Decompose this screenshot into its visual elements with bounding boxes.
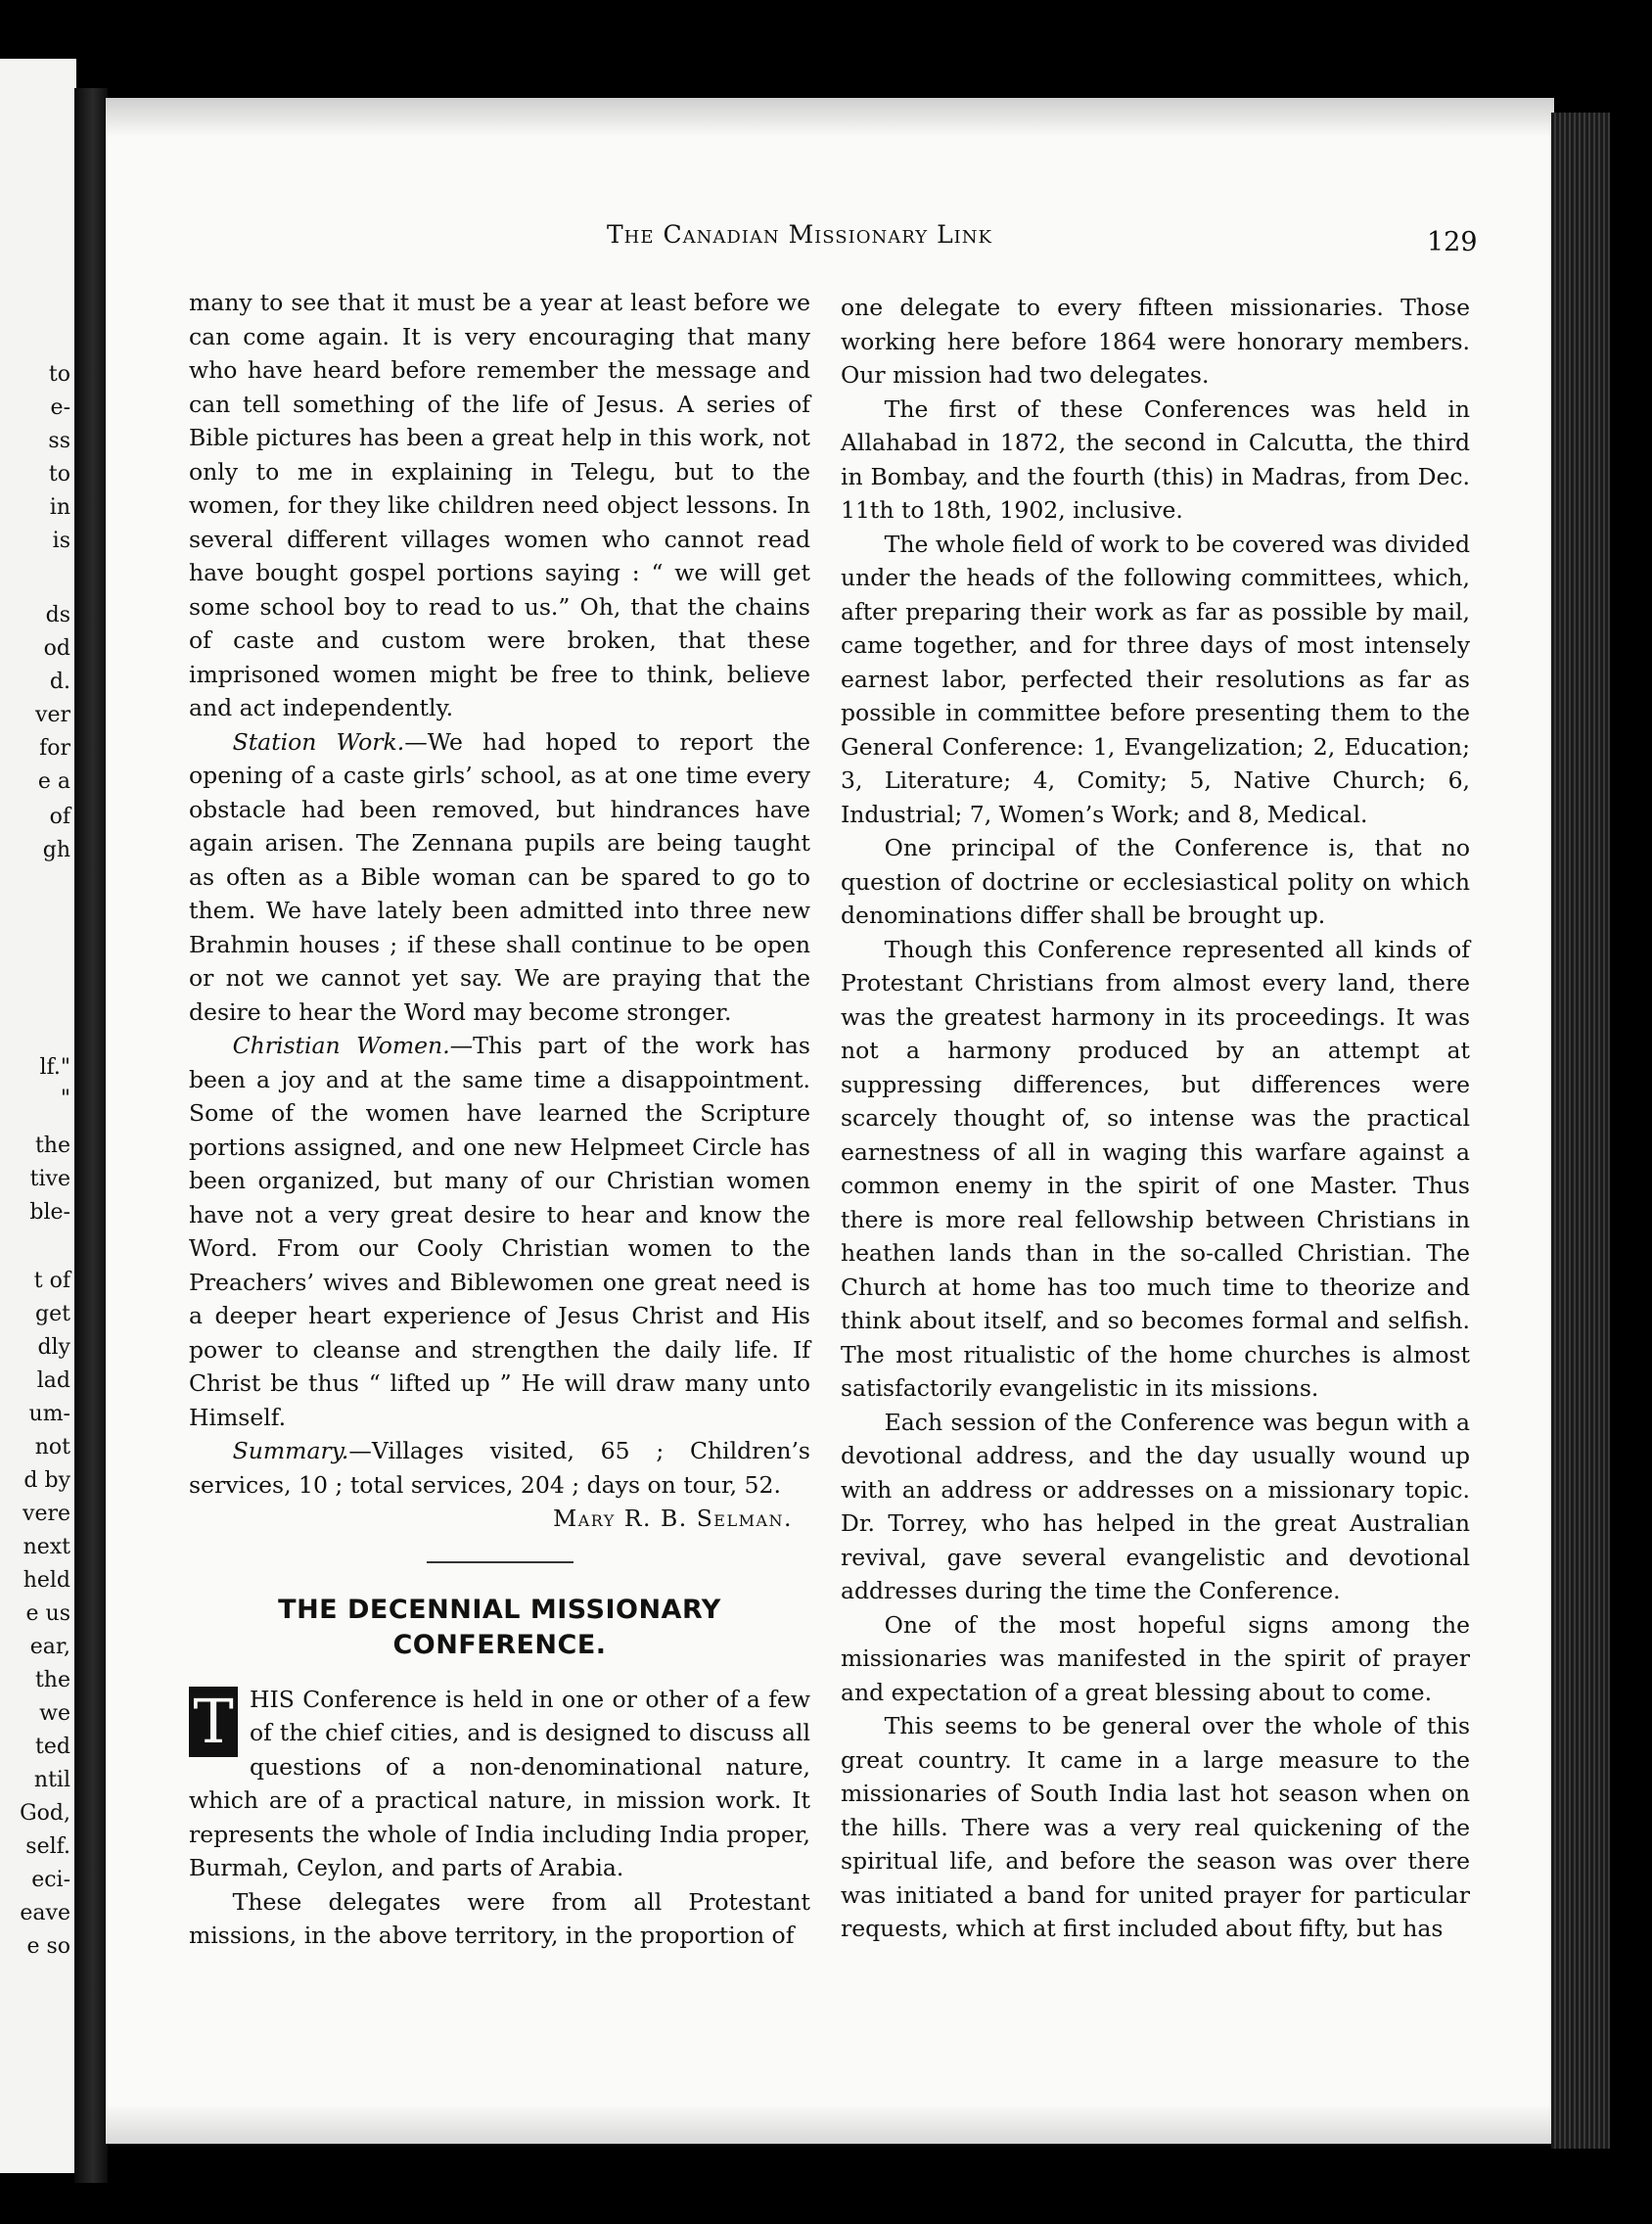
right-column [841, 291, 1470, 1946]
left-column [189, 286, 810, 1953]
previous-page-fragment: tive [29, 1167, 70, 1191]
previous-page-fragment: e- [50, 395, 70, 420]
section-divider [427, 1561, 574, 1563]
previous-page-fragment: ear, [29, 1635, 70, 1659]
previous-page-fragment: is [52, 529, 70, 553]
paragraph: The first of these Conferences was held in Allahabad in 1872, the second in Calcutta, the third in Bombay, and the fourth (this) in Madras, from Dec. 11th to 18th, 1902, inclusive. [841, 394, 1470, 524]
paragraph: One of the most hopeful signs among the missionaries was manifested in the spirit of prayer and expectation of a great blessing about to come. [841, 1610, 1470, 1706]
previous-page-fragment: ds [45, 603, 70, 627]
subhead-station-work: Station Work. [232, 727, 405, 756]
previous-page-fragment: ver [35, 703, 70, 727]
previous-page-fragment: the [34, 1668, 70, 1692]
previous-page-fragment: held [23, 1568, 70, 1593]
previous-page-fragment: ted [35, 1735, 70, 1759]
previous-page-fragment: um- [28, 1402, 70, 1426]
article-title-line: CONFERENCE. [392, 1629, 607, 1660]
previous-page-fragment: od [43, 636, 70, 661]
previous-page-fragment: lf." [39, 1055, 70, 1080]
previous-page-fragment: d. [49, 670, 70, 694]
paragraph: one delegate to every fifteen missionaries. Those working here before 1864 were honorary members. Our mission had two delegates. [841, 294, 1470, 389]
article-paragraph: These delegates were from all Protestant missions, in the above territory, in the proportion of [189, 1887, 810, 1949]
previous-page-fragment: lad [36, 1368, 70, 1393]
subhead-christian-women: Christian Women. [232, 1032, 450, 1059]
previous-page-fragment: dly [37, 1335, 70, 1360]
page-stack-edge [1551, 113, 1610, 2149]
article-paragraph [189, 1683, 810, 1885]
previous-page-fragment: ntil [33, 1768, 70, 1792]
previous-page-fragment: God, [20, 1801, 70, 1826]
book-spine [74, 88, 108, 2183]
previous-page-fragment: for [39, 736, 70, 761]
previous-page-fragment: in [49, 495, 70, 520]
article-title [189, 1593, 810, 1663]
previous-page-fragment: " [60, 1087, 70, 1111]
previous-page-fragment: vere [23, 1502, 70, 1526]
previous-page-fragment: t of [33, 1269, 70, 1293]
paragraph: One principal of the Conference is, that no question of doctrine or ecclesiastical polity on which denominations differ shall be brought up. [841, 834, 1470, 929]
previous-page-fragment: not [34, 1435, 70, 1460]
previous-page-edge [0, 59, 76, 2173]
article-title-line: THE DECENNIAL MISSIONARY [278, 1594, 721, 1625]
page-top-shadow [106, 98, 1554, 137]
previous-page-fragment: ss [48, 429, 70, 453]
subhead-summary: Summary. [232, 1437, 349, 1464]
paragraph: many to see that it must be a year at least before we can come again. It is very encouraging that many who have heard before remember the message and can tell something of the life of Jesus. A series of Bible pictures has been a great help in this work, not only to me in explaining in Telegu, but to the women, for they like children need object lessons. In several different villages women who cannot read have bought gospel portions saying : “ we will get some school boy to read to us.” Oh, that the chains of caste and custom were broken, that these imprisoned women might be free to think, believe and act independently. [189, 289, 810, 721]
paragraph-text: HIS Conference is held in one or other of a few of the chief cities, and is designed to discuss all questions of a non-denominational nature, which are of a practical nature, in mission work. It represents the whole of India including India proper, Burmah, Ceylon, and parts of Arabia. [189, 1685, 810, 1881]
previous-page-fragment: ble- [29, 1200, 70, 1225]
page-bottom-shadow [106, 2105, 1554, 2144]
previous-page-fragment: the [34, 1134, 70, 1158]
paragraph-christian-women [189, 1029, 810, 1434]
paragraph: Each session of the Conference was begun with a devotional address, and the day usually wound up with an address or addresses on a missionary topic. Dr. Torrey, who has helped in the great Australian revival, gave several evangelistic and devotional addresses during the time the Conference. [841, 1408, 1470, 1604]
previous-page-fragment: d by [23, 1468, 70, 1493]
paragraph: This seems to be general over the whole of this great country. It came in a large measure to the missionaries of South India last hot season when on the hills. There was a very real quickening of the spiritual life, and before the season was over there was initiated a band for united prayer for particular requests, which at first included about fifty, but has [841, 1712, 1470, 1942]
previous-page-fragment: e a [37, 769, 70, 794]
previous-page-fragment: e so [26, 1934, 70, 1959]
previous-page-fragment: to [48, 462, 70, 486]
paragraph-text: —Villages visited, 65 ; Children’s services, 10 ; total services, 204 ; days on tour, 52. [189, 1437, 810, 1499]
previous-page-fragment: of [49, 805, 70, 829]
paragraph: Though this Conference represented all kinds of Protestant Christians from almost every land, there was the greatest harmony in its proceedings. It was not a harmony produced by an attempt at suppressing differences, but differences were scarcely thought of, so intense was the practical earnestness of all in waging this warfare against a common enemy in the spirit of one Master. Thus there is more real fellowship between Christians in heathen lands than in the so-called Christian. The Church at home has too much time to theorize and think about itself, and so becomes formal and selfish. The most ritualistic of the home churches is almost satisfactorily evangelistic in its missions. [841, 935, 1470, 1402]
paragraph-text: —We had hoped to report the opening of a caste girls’ school, as at one time every obstacle had been removed, but hindrances have again arisen. The Zennana pupils are being taught as often as a Bible woman can be spared to go to them. We have lately been admitted into three new Brahmin houses ; if these shall continue to be open or not we cannot yet say. We are praying that the desire to hear the Word may become stronger. [189, 727, 810, 1026]
paragraph-text: —This part of the work has been a joy and at the same time a disappointment. Some of the women have learned the Scripture portions assigned, and one new Helpmeet Circle has been organized, but many of our Christian women have not a very great desire to hear and know the Word. From our Cooly Christian women to the Preachers’ wives and Biblewomen one great need is a deeper heart experience of Jesus Christ and His power to cleanse and strengthen the daily life. If Christ be thus “ lifted up ” He will draw many unto Himself. [189, 1032, 810, 1431]
previous-page-fragment: get [35, 1302, 70, 1326]
previous-page-fragment: we [39, 1701, 70, 1726]
page-number: 129 [1427, 227, 1478, 257]
drop-cap: T [189, 1687, 238, 1757]
previous-page-fragment: gh [42, 838, 70, 862]
previous-page-fragment: e us [25, 1601, 70, 1626]
previous-page-fragment: to [48, 362, 70, 387]
previous-page-fragment: next [23, 1535, 70, 1559]
paragraph-station-work [189, 725, 810, 1030]
previous-page-fragment: self. [25, 1834, 70, 1859]
previous-page-fragment: eave [20, 1901, 70, 1925]
previous-page-fragment: eci- [31, 1868, 70, 1892]
paragraph: The whole field of work to be covered was divided under the heads of the following committees, which, after preparing their work as far as possible by mail, came together, and for three days of most intensely earnest labor, perfected their resolutions as far as possible in committee before presenting them to the General Conference: 1, Evangelization; 2, Education; 3, Literature; 4, Comity; 5, Native Church; 6, Industrial; 7, Women’s Work; and 8, Medical. [841, 530, 1470, 828]
paragraph-summary [189, 1434, 810, 1502]
running-head: The Canadian Missionary Link [607, 220, 992, 249]
signature: Mary R. B. Selman. [553, 1505, 793, 1532]
